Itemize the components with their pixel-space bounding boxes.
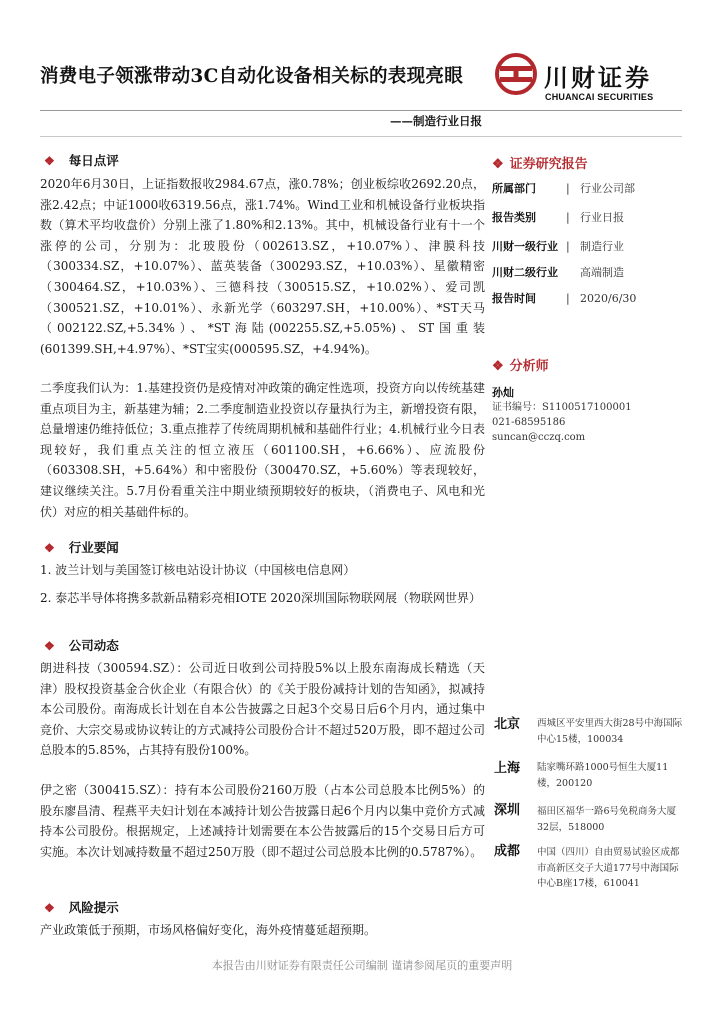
diamond-bullet-icon: ❖ bbox=[44, 154, 55, 168]
office-city-beijing: 北京 bbox=[494, 717, 521, 732]
subheader-divider bbox=[40, 136, 682, 137]
footer-disclaimer: 本报告由川财证券有限责任公司编制 谨请参阅尾页的重要声明 bbox=[211, 959, 513, 972]
risk-warning-text: 产业政策低于预期，市场风格偏好变化，海外疫情蔓延超预期。 bbox=[40, 923, 377, 937]
section-heading-company: ❖ 公司动态 bbox=[44, 638, 119, 653]
report-title: 消费电子领涨带动3C自动化设备相关标的表现亮眼 bbox=[40, 66, 463, 87]
info-row-report-type: 报告类别 | 行业日报 bbox=[492, 211, 624, 224]
report-subtitle: ——制造行业日报 bbox=[390, 114, 482, 128]
company-news-paragraph-2: 伊之密（300415.SZ）：持有本公司股份2160万股（占本公司总股本比例5%）的股东廖昌清、程燕平夫妇计划在本减持计划公告披露日起6个月内以集中竞价方式减持本公司股份。根据规定，上述减持计划需要在本公告披露后的15个交易日后方可实施。本次计划减持数量不超过250万股（即不超过公司总股本比例的0.5787%）。 bbox=[40, 783, 485, 859]
section-heading-daily: ❖ 每日点评 bbox=[44, 153, 119, 168]
daily-review-paragraph-1: 2020年6月30日，上证指数报收2984.67点，涨0.78%；创业板综收2692.20点，涨2.42点；中证1000收6319.56点，涨1.74%。Wind工业和机械设备行业板块指数（算术平均收盘价）分别上涨了1.80%和2.13%。其中，机械设备行业有十一个涨停的公司，分别为：北玻股份（002613.SZ，+10.07%）、津膜科技（300334.SZ，+10.07%）、蓝英装备（300293.SZ，+10.03%）、星徽精密（300464.SZ，+10.03%）、三德科技（300515.SZ，+10.02%）、爱司凯（300521.SZ，+10.01%）、永新光学（603297.SH，+10.00%）、*ST天马（002122.SZ,+5.34%）、*ST海陆(002255.SZ,+5.05%)、ST国重装(601399.SH,+4.97%）、*ST宝实(000595.SZ，+4.94%)。 bbox=[40, 177, 485, 356]
news-item-1: 1. 波兰计划与美国签订核电站设计协议（中国核电信息网） bbox=[40, 563, 356, 577]
office-address-beijing: 西城区平安里西大街28号中海国际中心15楼，100034 bbox=[537, 718, 683, 745]
logo-chinese-name: 川财证券 bbox=[544, 64, 652, 92]
office-city-chengdu: 成都 bbox=[494, 844, 521, 859]
diamond-bullet-icon: ❖ bbox=[492, 157, 504, 172]
company-logo-icon bbox=[494, 52, 538, 96]
office-city-shenzhen: 深圳 bbox=[494, 803, 521, 818]
info-row-department: 所属部门 | 行业公司部 bbox=[492, 182, 635, 195]
office-address-shanghai: 陆家嘴环路1000号恒生大厦11楼，200120 bbox=[537, 762, 669, 789]
info-row-industry-level-2: 川财二级行业 高端制造 bbox=[492, 266, 624, 279]
company-news-paragraph-1: 朗进科技（300594.SZ）：公司近日收到公司持股5%以上股东南海成长精选（天津）股权投资基金合伙企业（有限合伙）的《关于股份减持计划的告知函》，拟减持本公司股份。南海成长计划在自本公告披露之日起3个交易日后6个月内，通过集中竞价、大宗交易或协议转让的方式减持公司股份合计不超过520万股，即不超过公司总股本的5.85%，占其持有股份100%。 bbox=[40, 661, 485, 758]
office-address-chengdu: 中国（四川）自由贸易试验区成都市高新区交子大道177号中海国际中心B座17楼，610041 bbox=[537, 847, 680, 889]
analyst-phone: 021-68595186 bbox=[492, 417, 566, 428]
info-row-report-date: 报告时间 | 2020/6/30 bbox=[492, 292, 637, 305]
office-address-shenzhen: 福田区福华一路6号免税商务大厦32层，518000 bbox=[537, 806, 677, 833]
office-city-shanghai: 上海 bbox=[494, 761, 521, 776]
analyst-heading: ❖ 分析师 bbox=[492, 359, 549, 374]
info-row-industry-level-1: 川财一级行业 | 制造行业 bbox=[492, 240, 624, 253]
diamond-bullet-icon: ❖ bbox=[44, 901, 55, 915]
report-info-heading: ❖ 证券研究报告 bbox=[492, 157, 588, 172]
diamond-bullet-icon: ❖ bbox=[492, 359, 504, 374]
analyst-info bbox=[492, 385, 632, 445]
header-divider bbox=[40, 110, 682, 111]
logo-english-name: CHUANCAI SECURITIES bbox=[545, 92, 654, 102]
section-heading-risk: ❖ 风险提示 bbox=[44, 900, 119, 915]
diamond-bullet-icon: ❖ bbox=[44, 541, 55, 555]
news-item-2: 2. 泰芯半导体将携多款新品精彩亮相IOTE 2020深圳国际物联网展（物联网世界） bbox=[40, 591, 481, 605]
analyst-cert: 证书编号：S1100517100001 bbox=[492, 402, 632, 413]
daily-review-paragraph-2: 二季度我们认为：1.基建投资仍是疫情对冲政策的确定性选项，投资方向以传统基建重点项目为主，新基建为辅；2.二季度制造业投资以存量执行为主，新增投资有限，总量增速仍维持低位；3.重点推荐了传统周期机械和基础件行业；4.机械行业今日表现较好，我们重点关注的恒立液压（601100.SH，+6.66%）、应流股份（603308.SH，+5.64%）和中密股份（300470.SZ，+5.60%）等表现较好，建议继续关注。5.7月份看重关注中期业绩预期较好的板块，（消费电子、风电和光伏）对应的相关基础件标的。 bbox=[40, 381, 485, 519]
diamond-bullet-icon: ❖ bbox=[44, 639, 55, 653]
analyst-name: 孙灿 bbox=[492, 386, 514, 399]
analyst-email: suncan@cczq.com bbox=[492, 432, 586, 443]
section-heading-news: ❖ 行业要闻 bbox=[44, 540, 119, 555]
